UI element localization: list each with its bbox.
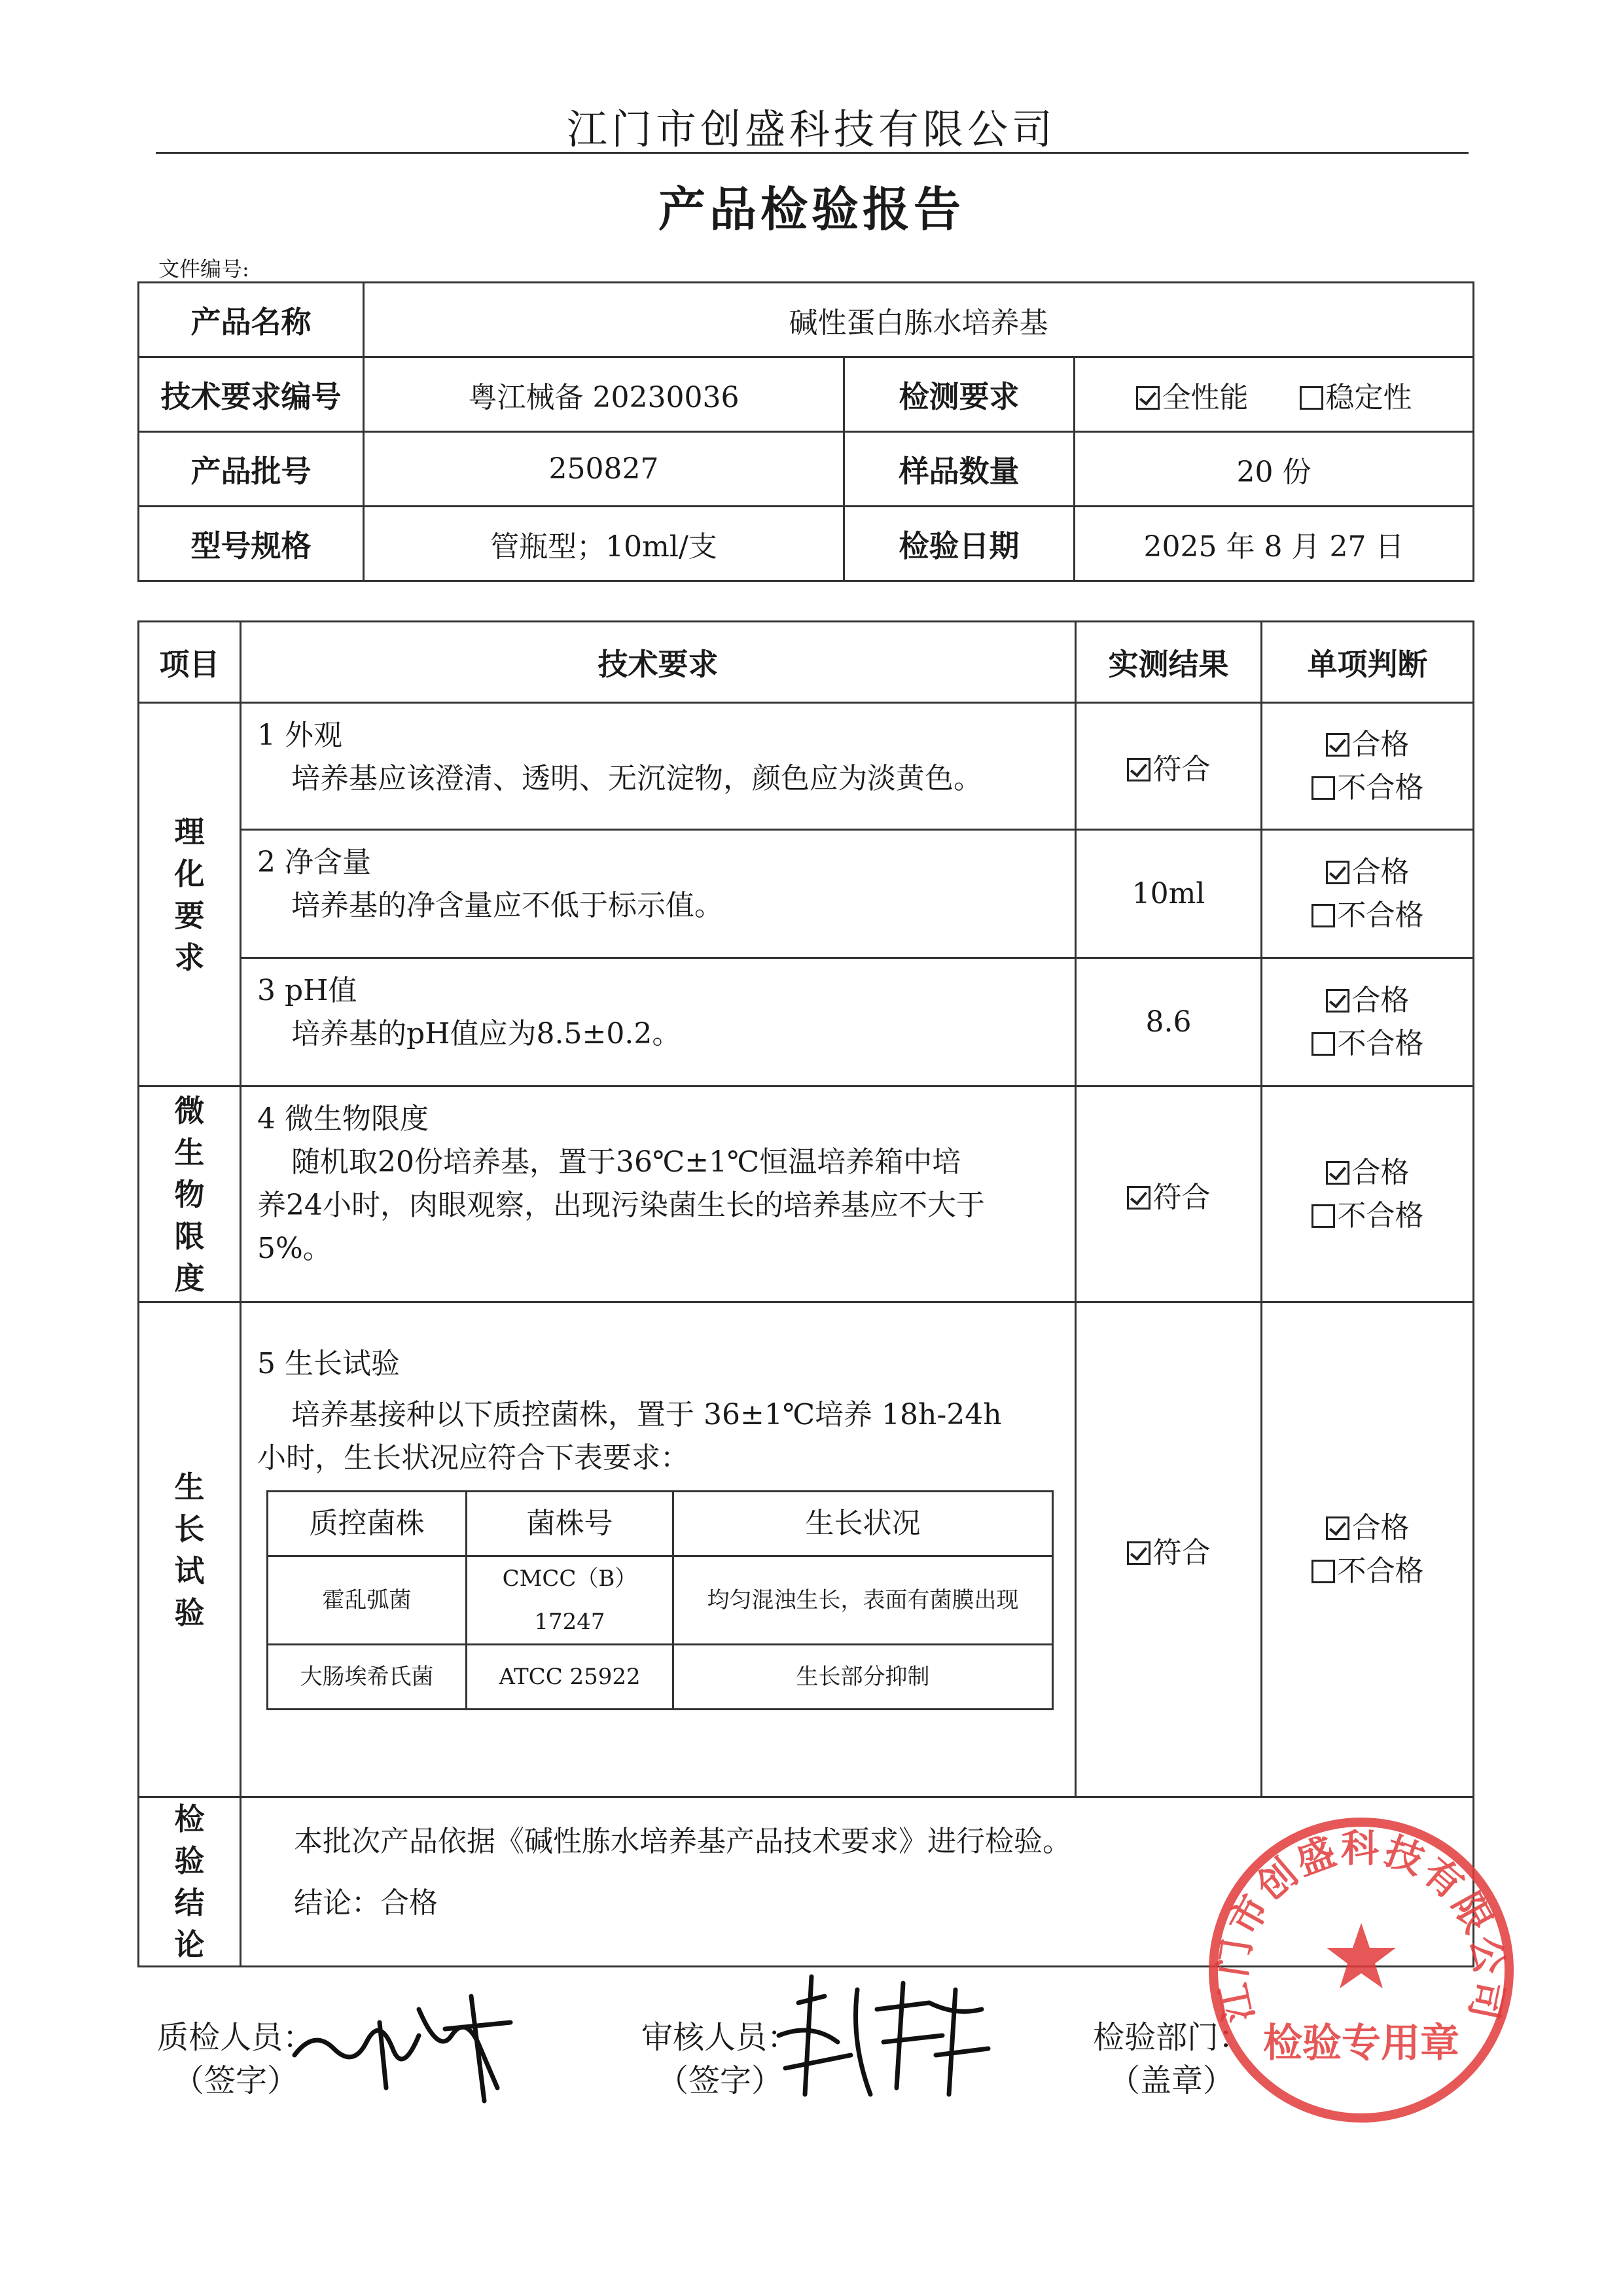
header-requirement: 技术要求 [241, 622, 1076, 703]
header-result: 实测结果 [1076, 622, 1262, 703]
inspector-label-block: 质检人员： （签字） [157, 2019, 315, 2099]
judgement-appearance: 合格 不合格 [1262, 703, 1474, 830]
model-value: 管瓶型；10ml/支 [364, 507, 844, 581]
checkbox-empty-icon [1300, 386, 1323, 410]
batch-label: 产品批号 [139, 432, 364, 507]
seal-center-text: 检验专用章 [1263, 2020, 1459, 2066]
judgement-microbial-limit: 合格 不合格 [1262, 1086, 1474, 1302]
checkbox-checked-icon [1127, 1186, 1150, 1210]
judgement-net-content: 合格 不合格 [1262, 830, 1474, 958]
checkbox-checked-icon [1136, 386, 1160, 410]
date-label: 检验日期 [844, 507, 1075, 581]
result-growth-test: 符合 [1076, 1302, 1262, 1797]
strain-growth: 生长部分抑制 [673, 1645, 1053, 1710]
report-title: 产品检验报告 [658, 181, 965, 237]
strain-name: 霍乱弧菌 [268, 1556, 467, 1645]
judgement-ph: 合格 不合格 [1262, 958, 1474, 1086]
requirement-appearance: 1 外观 培养基应该澄清、透明、无沉淀物，颜色应为淡黄色。 [241, 703, 1076, 830]
strain-name: 大肠埃希氏菌 [268, 1645, 467, 1710]
checkbox-empty-icon [1311, 1560, 1335, 1583]
table-row [268, 1645, 1053, 1710]
reviewer-label-block: 审核人员： （签字） [641, 2019, 799, 2099]
strain-header: 菌株号 [467, 1492, 673, 1556]
checkbox-empty-icon [1311, 1032, 1335, 1056]
requirement-growth-test: 5 生长试验 培养基接种以下质控菌株，置于 36±1℃培养 18h-24h 小时，生长状况应符合下表要求： 质控菌株 菌株号 生长状况 霍乱弧菌 CMCC（B）17247 均匀混浊生长，表面有菌膜出现 大肠埃希氏菌 ATCC 25922 生长部分抑制 [241, 1302, 1076, 1797]
conclusion-text: 本批次产品依据《碱性胨水培养基产品技术要求》进行检验。 [294, 1825, 1071, 1858]
date-value: 2025 年 8 月 27 日 [1075, 507, 1474, 581]
product-name-value: 碱性蛋白胨水培养基 [364, 283, 1474, 357]
result-ph: 8.6 [1076, 958, 1262, 1086]
batch-value: 250827 [364, 432, 844, 507]
product-name-label: 产品名称 [139, 283, 364, 357]
checkbox-empty-icon [1311, 776, 1335, 800]
conclusion-result: 结论：合格 [294, 1886, 438, 1920]
option-full-performance: 全性能 [1162, 380, 1249, 414]
checkbox-checked-icon [1326, 861, 1349, 884]
result-appearance: 符合 [1076, 703, 1262, 830]
header-item: 项目 [139, 622, 241, 703]
model-label: 型号规格 [139, 507, 364, 581]
checkbox-checked-icon [1326, 1161, 1349, 1185]
category-microbial: 微 生 物 限 度 [139, 1086, 241, 1302]
qty-label: 样品数量 [844, 432, 1075, 507]
seal-ring-text: 江门市创盛科技有限公司 [1209, 1825, 1513, 2026]
inspection-table [137, 620, 1474, 1967]
result-microbial-limit: 符合 [1076, 1086, 1262, 1302]
table-row [268, 1556, 1053, 1645]
strain-growth: 均匀混浊生长，表面有菌膜出现 [673, 1556, 1053, 1645]
checkbox-checked-icon [1127, 758, 1150, 781]
strain-header: 质控菌株 [268, 1492, 467, 1556]
checkbox-checked-icon [1326, 989, 1349, 1013]
option-stability: 稳定性 [1325, 380, 1412, 414]
requirement-ph: 3 pH值 培养基的pH值应为8.5±0.2。 [241, 958, 1076, 1086]
inspection-seal [1204, 1813, 1518, 2127]
strain-header: 生长状况 [673, 1492, 1053, 1556]
strain-code: CMCC（B）17247 [467, 1556, 673, 1645]
qty-value: 20 份 [1075, 432, 1474, 507]
company-name: 江门市创盛科技有限公司 [566, 105, 1056, 153]
star-icon [1327, 1923, 1396, 1988]
strain-code: ATCC 25922 [467, 1645, 673, 1710]
requirement-microbial-limit: 4 微生物限度 随机取20份培养基，置于36℃±1℃恒温培养箱中培 养24小时，肉眼观察，出现污染菌生长的培养基应不大于 5%。 [241, 1086, 1076, 1302]
inspector-signature [288, 1957, 524, 2108]
reviewer-signature [759, 1964, 995, 2108]
file-number-label: 文件编号: [158, 257, 249, 281]
checkbox-checked-icon [1326, 1516, 1349, 1540]
category-conclusion: 检 验 结 论 [139, 1797, 241, 1967]
test-req-label: 检测要求 [844, 357, 1075, 432]
test-req-options [1075, 357, 1474, 432]
category-physchem: 理 化 要 求 [139, 703, 241, 1086]
dept-label-block: 检验部门： （盖章） [1093, 2019, 1251, 2099]
product-info-table [137, 281, 1474, 582]
tech-req-no-label: 技术要求编号 [139, 357, 364, 432]
header-judgement: 单项判断 [1262, 622, 1474, 703]
checkbox-checked-icon [1127, 1541, 1150, 1565]
strain-table [266, 1490, 1054, 1710]
requirement-net-content: 2 净含量 培养基的净含量应不低于标示值。 [241, 830, 1076, 958]
judgement-growth-test: 合格 不合格 [1262, 1302, 1474, 1797]
result-net-content: 10ml [1076, 830, 1262, 958]
checkbox-checked-icon [1326, 733, 1349, 757]
checkbox-empty-icon [1311, 904, 1335, 927]
category-growth: 生 长 试 验 [139, 1302, 241, 1797]
checkbox-empty-icon [1311, 1204, 1335, 1228]
header-rule [156, 152, 1469, 154]
tech-req-no-value: 粤江械备 20230036 [364, 357, 844, 432]
